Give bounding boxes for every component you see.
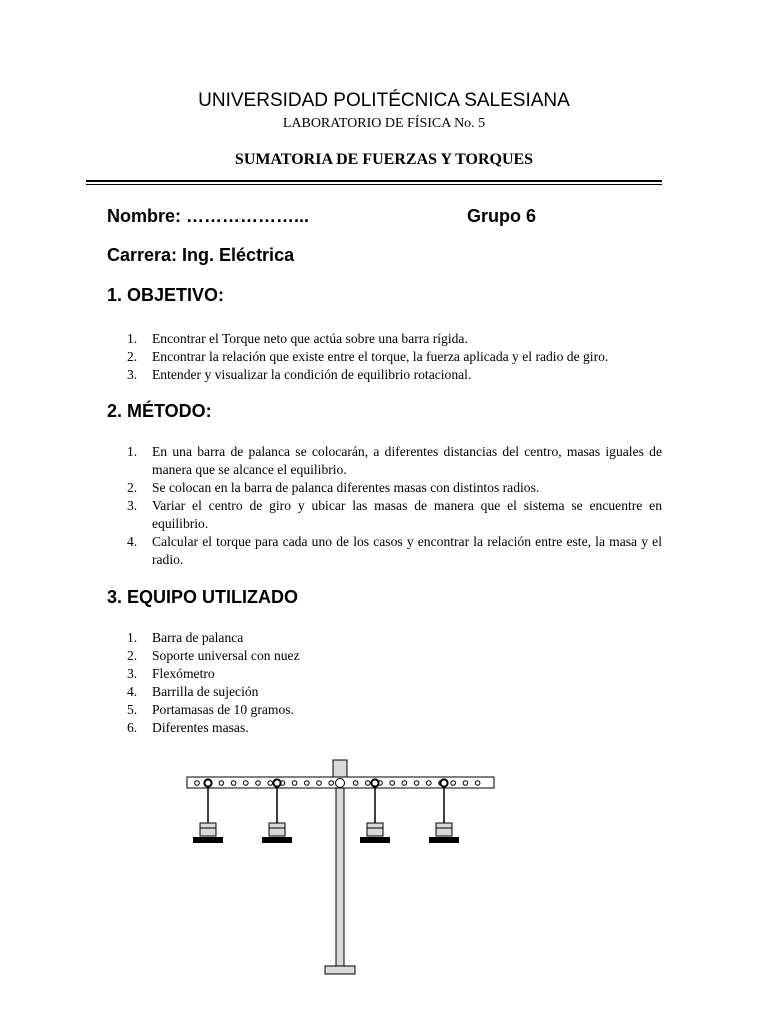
name-field: Nombre: ………………... — [107, 206, 310, 226]
list-item — [127, 629, 662, 647]
item-text: Diferentes masas. — [152, 720, 249, 735]
item-text: Barrilla de sujeción — [152, 684, 259, 699]
metodo-list — [127, 443, 662, 569]
document-title: SUMATORIA DE FUERZAS Y TORQUES — [234, 151, 534, 168]
list-item — [127, 683, 662, 701]
equipo-heading: 3. EQUIPO UTILIZADO — [107, 587, 299, 607]
bar-hole — [414, 781, 419, 786]
item-number: 4. — [127, 534, 138, 549]
item-number: 4. — [127, 684, 138, 699]
hanger-hook — [371, 779, 378, 786]
mass-block — [200, 828, 216, 836]
item-text: Portamasas de 10 gramos. — [152, 702, 294, 717]
support-base — [325, 966, 355, 974]
support-clamp — [333, 760, 347, 777]
bar-hole — [353, 781, 358, 786]
university-name: UNIVERSIDAD POLITÉCNICA SALESIANA — [198, 90, 570, 111]
item-number: 3. — [127, 498, 138, 513]
bar-hole — [256, 781, 261, 786]
item-text: Calcular el torque para cada uno de los casos y encontrar la relación entre este, la masa y el radio. — [152, 534, 662, 567]
lever-apparatus-figure — [0, 755, 768, 985]
group-label: Grupo 6 — [467, 206, 537, 226]
bar-hole — [475, 781, 480, 786]
item-text: Se colocan en la barra de palanca diferentes masas con distintos radios. — [152, 480, 540, 495]
item-text: Encontrar la relación que existe entre el torque, la fuerza aplicada y el radio de giro. — [152, 349, 609, 364]
mass-block — [436, 828, 452, 836]
mass-holder-base — [429, 837, 459, 843]
item-number: 2. — [127, 480, 138, 495]
bar-hole — [292, 781, 297, 786]
list-item — [127, 497, 662, 533]
bar-hole — [305, 781, 310, 786]
mass-hanger — [360, 779, 390, 843]
hanger-hook — [273, 779, 280, 786]
mass-block — [367, 823, 383, 828]
list-item — [127, 647, 662, 665]
bar-hole — [317, 781, 322, 786]
list-item — [127, 443, 662, 479]
mass-block — [367, 828, 383, 836]
item-text: Soporte universal con nuez — [152, 648, 300, 663]
mass-block — [269, 823, 285, 828]
mass-hanger — [429, 779, 459, 843]
item-number: 2. — [127, 648, 138, 663]
mass-hanger — [262, 779, 292, 843]
mass-block — [269, 828, 285, 836]
item-number: 5. — [127, 702, 138, 717]
mass-hangers — [193, 779, 459, 843]
item-number: 1. — [127, 444, 138, 459]
item-text: Variar el centro de giro y ubicar las masas de manera que el sistema se encuentre en equilibrio. — [152, 498, 662, 531]
mass-holder-base — [193, 837, 223, 843]
bar-hole — [366, 781, 371, 786]
list-item — [127, 366, 662, 384]
bar-hole — [329, 781, 334, 786]
career-field: Carrera: Ing. Eléctrica — [107, 245, 295, 265]
item-text: Barra de palanca — [152, 630, 244, 645]
item-text: Entender y visualizar la condición de equilibrio rotacional. — [152, 367, 472, 382]
item-text: Flexómetro — [152, 666, 215, 681]
list-item — [127, 348, 662, 366]
bar-hole — [451, 781, 456, 786]
metodo-heading: 2. MÉTODO: — [107, 401, 212, 421]
item-number: 6. — [127, 720, 138, 735]
list-item — [127, 533, 662, 569]
item-number: 1. — [127, 630, 138, 645]
bar-hole — [231, 781, 236, 786]
bar-hole — [427, 781, 432, 786]
title-rule-thin — [86, 184, 662, 185]
mass-block — [436, 823, 452, 828]
list-item — [127, 701, 662, 719]
item-text: En una barra de palanca se colocarán, a diferentes distancias del centro, masas iguales de manera que se alcance el equilibrio. — [152, 444, 662, 477]
mass-block — [200, 823, 216, 828]
bar-hole — [402, 781, 407, 786]
hanger-hook — [204, 779, 211, 786]
item-number: 1. — [127, 331, 138, 346]
item-text: Encontrar el Torque neto que actúa sobre una barra rígida. — [152, 331, 468, 346]
bar-hole — [219, 781, 224, 786]
list-item — [127, 719, 662, 737]
hanger-hook — [440, 779, 447, 786]
bar-hole — [244, 781, 249, 786]
bar-hole — [390, 781, 395, 786]
mass-holder-base — [262, 837, 292, 843]
mass-holder-base — [360, 837, 390, 843]
lab-number: LABORATORIO DE FÍSICA No. 5 — [282, 116, 486, 131]
list-item — [127, 330, 662, 348]
bar-hole — [268, 781, 273, 786]
objetivo-heading: 1. OBJETIVO: — [107, 285, 225, 305]
list-item — [127, 665, 662, 683]
item-number: 3. — [127, 367, 138, 382]
support-post — [336, 787, 344, 967]
item-number: 3. — [127, 666, 138, 681]
list-item — [127, 479, 662, 497]
equipo-list — [127, 629, 662, 737]
mass-hanger — [193, 779, 223, 843]
pivot-point — [336, 779, 345, 788]
objetivo-list — [127, 330, 662, 384]
item-number: 2. — [127, 349, 138, 364]
title-rule-thick — [86, 180, 662, 182]
bar-hole — [195, 781, 200, 786]
bar-hole — [463, 781, 468, 786]
